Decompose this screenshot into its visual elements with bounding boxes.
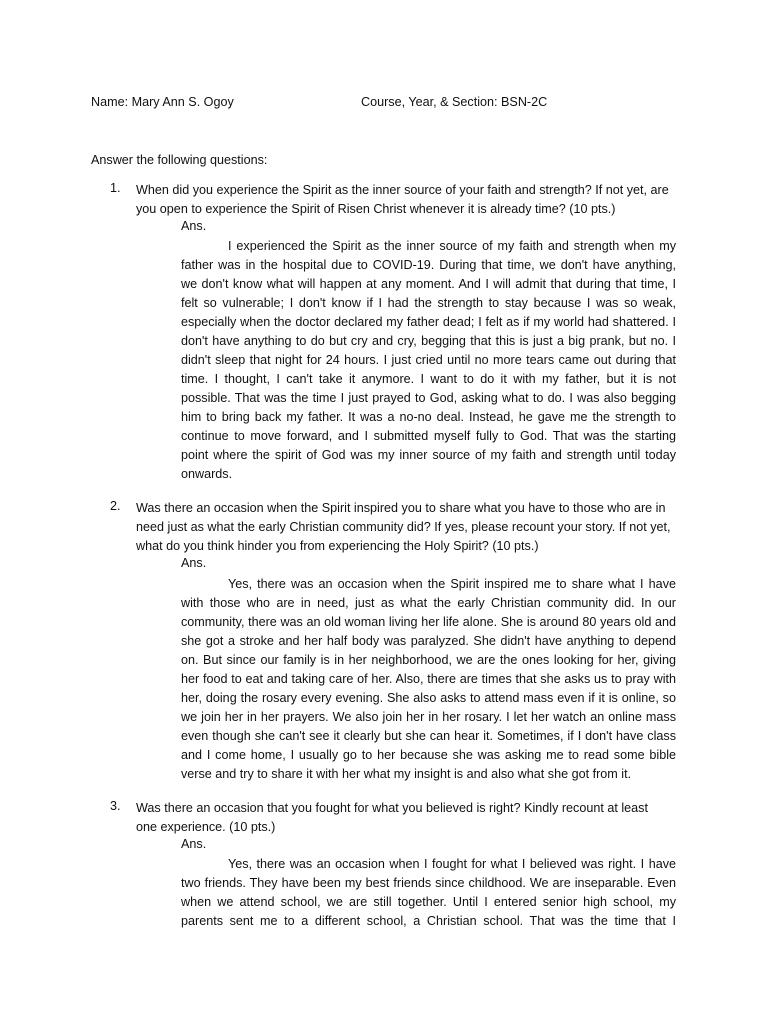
answer-line: Yes, there was an occasion when I fought for what I believed was right. I have xyxy=(228,857,676,871)
question-line: one experience. (10 pts.) xyxy=(136,820,276,834)
answer-label: Ans. xyxy=(181,219,207,233)
answer-line: don't have anything to do but cry and cry, begging that this is just a big prank, but no. I xyxy=(181,334,676,348)
question-line: you open to experience the Spirit of Risen Christ whenever it is already time? (10 pts.) xyxy=(136,202,616,216)
answer-line: on. But since our family is in her neighborhood, we are the ones looking for her, giving xyxy=(181,653,676,667)
answer-line: Yes, there was an occasion when the Spirit inspired me to share what I have xyxy=(228,577,676,591)
question-line: Was there an occasion that you fought for what you believed is right? Kindly recount at least xyxy=(136,801,648,815)
answer-line: time. I thought, I can't take it anymore. I want to do it with my father, but it is not xyxy=(181,372,676,386)
instructions: Answer the following questions: xyxy=(91,153,268,167)
answer-line: even though she can't see it clearly but she can hear it. Sometimes, if I don't have class xyxy=(181,729,676,743)
question-number: 1. xyxy=(110,181,121,195)
question-text xyxy=(136,799,676,837)
answer-1 xyxy=(181,237,676,484)
course-section: Course, Year, & Section: BSN-2C xyxy=(361,95,548,109)
answer-line: we don't know what will happen at any moment. And I will admit that during that time, I xyxy=(181,277,676,291)
answer-label: Ans. xyxy=(181,556,207,570)
answer-line: parents sent me to a different school, a Christian school. That was the time that I xyxy=(181,914,676,928)
answer-line: onwards. xyxy=(181,467,233,481)
answer-line: her, doing the rosary every evening. She also asks to attend mass even if it is online, so xyxy=(181,691,676,705)
answer-line: father was in the hospital due to COVID-19. During that time, we don't have anything, xyxy=(181,258,676,272)
answer-line: felt so vulnerable; I don't know if I had the strength to stay because I was so weak, xyxy=(181,296,676,310)
answer-line: two friends. They have been my best friends since childhood. We are inseparable. Even xyxy=(181,876,676,890)
answer-line: her food to eat and taking care of her. Also, there are times that she asks us to pray with xyxy=(181,672,676,686)
answer-line: and I come home, I usually go to her because she was asking me to read some bible xyxy=(181,748,676,762)
answer-line: possible. That was the time I just prayed to God, asking what to do. I was also begging xyxy=(181,391,676,405)
question-line: When did you experience the Spirit as the inner source of your faith and strength? If not yet, are xyxy=(136,183,669,197)
answer-line: when we attend school, we are still together. Until I entered senior high school, my xyxy=(181,895,676,909)
question-text xyxy=(136,181,676,219)
answer-line: continue to move forward, and I submitted myself fully to God. That was the starting xyxy=(181,429,676,443)
answer-line: verse and try to share it with her what my insight is and also what she got from it. xyxy=(181,767,632,781)
answer-line: point where the spirit of God was my inner source of my faith and strength until today xyxy=(181,448,676,462)
document-header xyxy=(91,95,691,113)
answer-label: Ans. xyxy=(181,837,207,851)
answer-line: she got a stroke and her half body was paralyzed. She didn't have anything to depend xyxy=(181,634,676,648)
answer-line: didn't sleep that night for 24 hours. I just cried until no more tears came out during that xyxy=(181,353,676,367)
answer-line: with those who are in need, just as what the early Christian community did. In our xyxy=(181,596,676,610)
student-name: Name: Mary Ann S. Ogoy xyxy=(91,95,234,109)
question-number: 2. xyxy=(110,499,121,513)
question-text xyxy=(136,499,676,556)
answer-line: I experienced the Spirit as the inner source of my faith and strength when my xyxy=(228,239,676,253)
answer-2 xyxy=(181,575,676,784)
answer-line: especially when the doctor declared my father dead; I felt as if my world had shattered. I xyxy=(181,315,676,329)
answer-line: him to bring back my father. It was a no-no deal. Instead, he gave me the strength to xyxy=(181,410,676,424)
answer-3 xyxy=(181,855,676,931)
question-line: need just as what the early Christian community did? If yes, please recount your story. If not yet, xyxy=(136,520,671,534)
question-line: what do you think hinder you from experiencing the Holy Spirit? (10 pts.) xyxy=(136,539,539,553)
question-line: Was there an occasion when the Spirit inspired you to share what you have to those who are in xyxy=(136,501,666,515)
answer-line: community, there was an old woman living her life alone. She is around 80 years old and xyxy=(181,615,676,629)
answer-line: we join her in her prayers. We also join her in her rosary. I let her watch an online mass xyxy=(181,710,676,724)
question-number: 3. xyxy=(110,799,121,813)
